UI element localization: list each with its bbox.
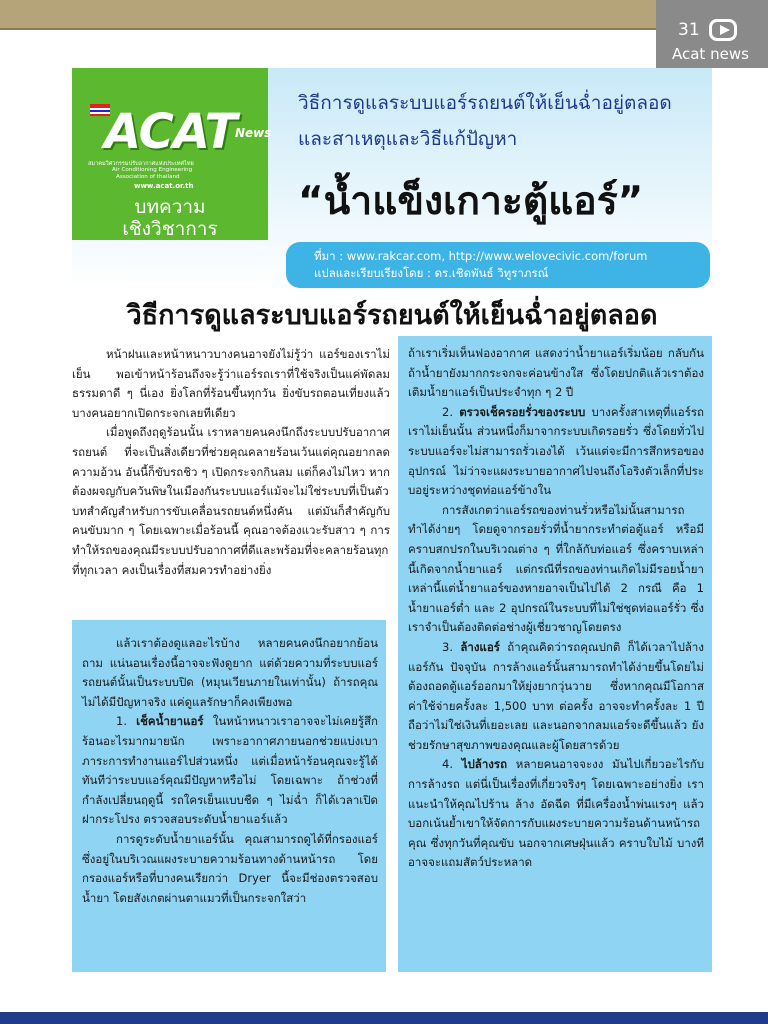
- paragraph: [408, 403, 704, 501]
- top-decor-line: [0, 28, 656, 30]
- paragraph: [82, 712, 378, 830]
- item-text: ถ้าคุณคิดว่ารถคุณปกติ ก็ได้เวลาไปล้างแอร์กัน ปัจจุบัน การล้างแอร์นั้นสามารถทำได้ง่ายขึ้นโดยไม่ต้องถอดตู้แอร์ออกมาให้ยุ่งยากวุ่นวาย ซึ่งหากคุณมีโอกาส ค่าใช้จ่ายครั้งละ 1,500 บาท ต่อครั้ง อาจจะทำครั้งละ 1 ปี ถือว่าไม่ใช่เงินที่เยอะเลย และนอกจากลมแอร์จะดีขึ้นแล้ว ยังช่วยรักษาสุขภาพของคุณและผู้โดยสารด้วย: [408, 639, 704, 752]
- paragraph: แล้วเราต้องดูแลอะไรบ้าง หลายคนคงนึกอยากย้อนถาม แน่นอนเรื่องนี้อาจจะฟังดูยาก แต่ด้วยความที่ระบบแอร์รถยนต์นั้นเป็นระบบปิด (หมุนเวียนภายในเท่านั้น) ถ้ารถคุณไม่ได้มีปัญหาจริง แค่ดูแลรักษาก็คงเพียงพอ: [82, 636, 378, 709]
- paragraph: ถ้าเราเริ่มเห็นฟองอากาศ แสดงว่าน้ำยาแอร์เริ่มน้อย กลับกันถ้าน้ำยายังมากกระจกจะค่อนข้างใส ซึ่งโดยปกติแล้วเราต้องเติมน้ำยาแอร์เป็นประจำทุก ๆ 2 ปี: [408, 346, 704, 400]
- paragraph: [408, 755, 704, 873]
- item-number: 2.: [442, 404, 453, 419]
- logo-news: News: [235, 126, 272, 140]
- source-box: [286, 242, 710, 288]
- top-decor-bar: [0, 0, 656, 28]
- article-headline: วิธีการดูแลระบบแอร์รถยนต์ให้เย็นฉ่ำอยู่ตลอด: [126, 300, 658, 331]
- item-heading: เช็คน้ำยาแอร์: [136, 714, 204, 729]
- item-text: ในหน้าหนาวเราอาจจะไม่เคยรู้สึกร้อนอะไรมากมายนัก เพราะอากาศภายนอกช่วยแบ่งเบาภาระการทำงานแอร์ไปส่วนหนึ่ง แต่เมื่อหน้าร้อนคุณจะรู้ได้ทันทีว่าระบบแอร์คุณมีปัญหาหรือไม่ โดยเฉพาะ ถ้าช่วงที่กำลังเปลี่ยนฤดูนี้ รถใครเย็นแบบชืด ๆ ไม่ฉ่ำ ก็ได้เวลาเปิดฝากระโปรง ตรวจสอบระดับน้ำยาแอร์แล้ว: [82, 714, 379, 827]
- paragraph: การสังเกตว่าแอร์รถของท่านรั่วหรือไม่นั้นสามารถทำได้ง่ายๆ โดยดูจากรอยรั่วที่น้ำยากระทำต่อตู้แอร์ หรือมีคราบสกปรกในบริเวณต่าง ๆ ที่ใกล้กับท่อแอร์ ซึ่งคราบเหล่านี้เกิดจากน้ำยาแอร์ แต่กรณีที่รถของท่านเกิดไม่มีรอยน้ำยาเหล่านี้แต่น้ำยาแอร์ของหายอาจเป็นไปได้ 2 กรณี คือ 1 น้ำยาแอร์ต่ำ และ 2 อุปกรณ์ในระบบที่ไม่ใช่ชุดท่อแอร์รั่ว ซึ่งเราจำเป็นต้องติดต่อช่างผู้เชี่ยวชาญโดยตรง: [408, 502, 704, 635]
- item-heading: ล้างแอร์: [460, 639, 500, 654]
- title-line-1: วิธีการดูแลระบบแอร์รถยนต์ให้เย็นฉ่ำอยู่ตลอด: [298, 92, 672, 114]
- logo-url: www.acat.or.th: [134, 182, 194, 190]
- logo-assoc-en2: Association of thailand: [116, 174, 180, 180]
- acat-logo-box: [72, 68, 272, 240]
- page-tab: [656, 0, 768, 68]
- title-big: “น้ำแข็งเกาะตู้แอร์”: [298, 179, 644, 224]
- source-line: ที่มา : www.rakcar.com, http://www.welovecivic.com/forum: [314, 249, 648, 263]
- left-box-text: [82, 634, 378, 908]
- item-heading: ตรวจเช็ครอยรั่วของระบบ: [459, 404, 586, 419]
- left-column-intro: [72, 345, 390, 580]
- right-box-text: [408, 344, 704, 873]
- logo-acat: ACAT: [104, 104, 237, 160]
- item-heading: ไปล้างรถ: [461, 757, 508, 772]
- paragraph: การดูระดับน้ำยาแอร์นั้น คุณสามารถดูได้ที่กรองแอร์ ซึ่งอยู่ในบริเวณแผงระบายความร้อนทางด้านหน้ารถ โดยกรองแอร์หรือที่บางคนเรียกว่า Dryer นี้จะมีช่องตรวจสอบน้ำยา โดยสังเกตผ่านตาแมวที่เป็นกระจกใสว่า: [82, 831, 378, 905]
- item-text: บางครั้งสาเหตุที่แอร์รถเราไม่เย็นนั้น ส่วนหนึ่งก็มาจากระบบเกิดรอยรั่ว ซึ่งโดยทั่วไป ระบบแอร์จะไม่สามารถรั่วเองได้ เว้นแต่จะมีการสึกหรอของอุปกรณ์ ไม่ว่าจะแผงระบายอากาศไปจนถึงโอริงตัวเล็กที่ประบอยู่ระหว่างชุดท่อแอร์ข้างใน: [408, 404, 705, 498]
- logo-label-article: บทความ: [134, 196, 206, 218]
- item-number: 1.: [116, 714, 127, 729]
- page-number: 31: [678, 20, 700, 40]
- item-text: หลายคนอาจจะงง มันไปเกี่ยวอะไรกับการล้างรถ แต่นี่เป็นเรื่องที่เกี่ยวจริงๆ โดยเฉพาะอย่างยิ่ง เราแนะนำให้คุณไปร้าน ล้าง อัดฉีด ที่มีเครื่องน้ำพ่นแรงๆ แล้วบอกเน้นย้ำเขาให้จัดการกับแผงระบายความร้อนด้านหน้ารถคุณ ซึ่งทุกวันที่คุณขับ นอกจากเศษฝุ่นแล้ว คราบใบไม้ บางทีอาจจะแถมสัตว์ประหลาด: [408, 757, 705, 870]
- play-icon: [709, 19, 737, 41]
- paragraph: [408, 638, 704, 756]
- paragraph: เมื่อพูดถึงฤดูร้อนนั้น เราหลายคนคงนึกถึงระบบปรับอากาศรถยนต์ ที่จะเป็นสิ่งเดียวที่ช่วยคุณคลายร้อนเว้นแต่คุณอยากลดความอ้วน อันนี้ก็ขับรถชิว ๆ เปิดกระจกกินลม แต่ก็คงไม่ไหว หากต้องผจญกับควันพิษในเมืองกันระบบแอร์แม้จะไม่ใช่ระบบที่เป็นตัวบทสำคัญสำหรับการขับเคลื่อนรถยนต์หนึ่งคัน แต่มันก็สำคัญกับคนขับมาก ๆ โดยเฉพาะเมื่อร้อนนี้ คุณอาจต้องแวะรับสาว ๆ การทำให้รถของคุณมีระบบปรับอากาศที่ดีและพร้อมที่จะคลายร้อนทุกที่ทุกเวลา คงเป็นเรื่องที่สมควรทำอย่างยิ่ง: [72, 425, 390, 577]
- item-number: 4.: [442, 757, 453, 772]
- logo-assoc-en1: Air Conditioning Engineering: [112, 167, 193, 173]
- title-line-2: และสาเหตุและวิธีแก้ปัญหา: [298, 128, 518, 150]
- bottom-decor-bar: [0, 1012, 768, 1024]
- magazine-name: Acat news: [672, 45, 749, 63]
- logo-assoc-th: สมาคมวิศวกรรมปรับอากาศแห่งประเทศไทย: [88, 161, 194, 167]
- item-number: 3.: [442, 639, 453, 654]
- paragraph: หน้าฝนและหน้าหนาวบางคนอาจยังไม่รู้ว่า แอร์ของเราไม่เย็น พอเข้าหน้าร้อนถึงจะรู้ว่าแอร์รถเราที่ใช้จริงเป็นแค่พัดลมธรรมดาดี ๆ นี่เอง ยิ่งโลกที่ร้อนขึ้นทุกวัน ยิ่งขับรถตอนเที่ยงแล้วบางคนอยากเปิดกระจกเลยทีเดียว: [72, 347, 390, 420]
- logo-label-academic: เชิงวิชาการ: [122, 218, 218, 240]
- translator-line: แปลและเรียบเรียงโดย : ดร.เชิดพันธ์ วิทูราภรณ์: [314, 266, 549, 280]
